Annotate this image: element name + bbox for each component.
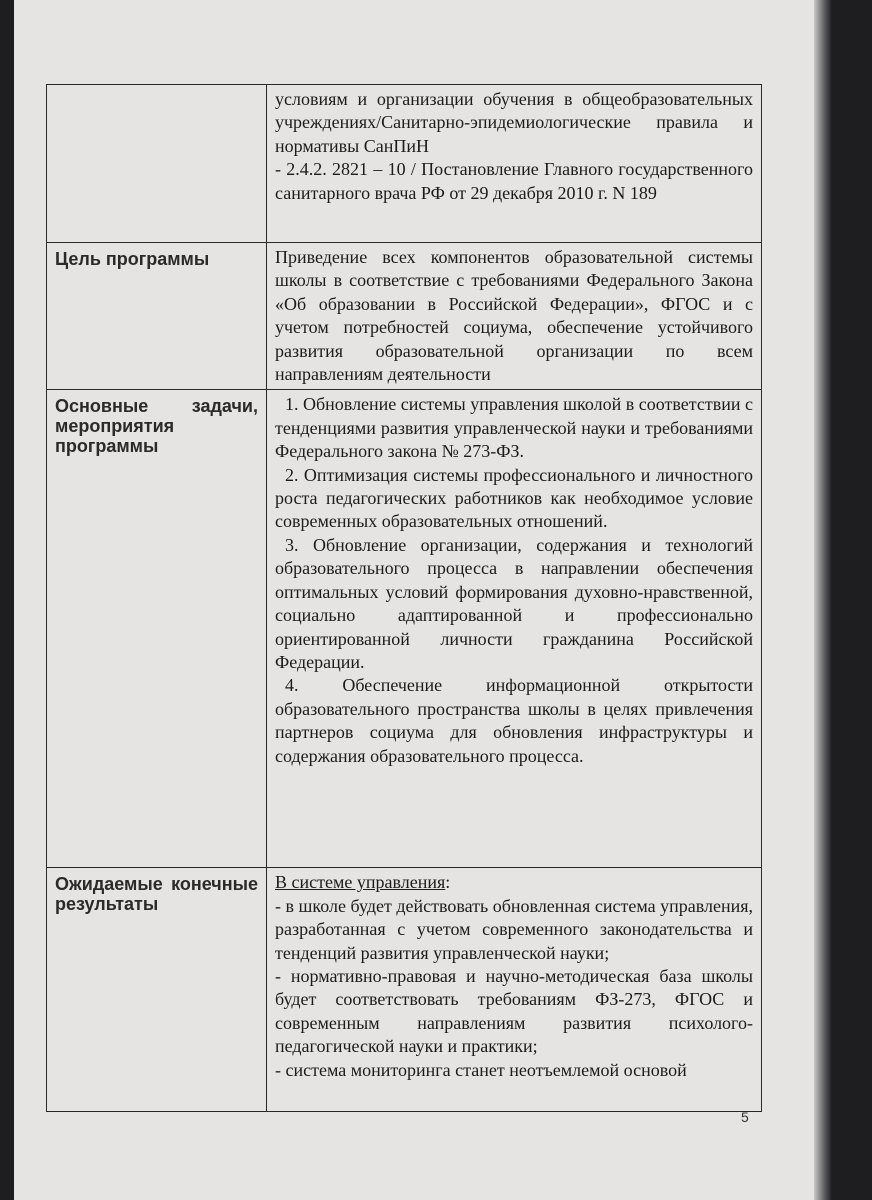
- table-row: [47, 85, 762, 243]
- task-item: 3. Обновление организации, содержания и технологий образовательного процесса в направлении обеспечения оптимальных условий формирования духовно-нравственной, социально адаптированной и профессионально ориентированной личности гражданина Российской Федерации.: [275, 534, 753, 672]
- goal-label: Цель программы: [55, 249, 210, 269]
- row-label-cell: [47, 868, 267, 1112]
- result-item: - в школе будет действовать обновленная система управления, разработанная с учетом современного законодательства и тенденций развития управленческой науки;: [275, 895, 753, 963]
- result-item: - нормативно-правовая и научно-методическая база школы будет соответствовать требованиям ФЗ-273, ФГОС и современным направлениям развития психолого-педагогической науки и практики;: [275, 966, 753, 1057]
- tasks-label: Основные задачи, мероприятия программы: [55, 396, 258, 457]
- results-heading: В системе управления:: [275, 872, 451, 893]
- sanpin-decree-text: - 2.4.2. 2821 – 10 / Постановление Главного государственного санитарного врача РФ от 29 декабря 2010 г. N 189: [275, 159, 753, 203]
- task-item: 4. Обеспечение информационной открытости образовательного пространства школы в целях привлечения партнеров социума для обновления инфраструктуры и содержания образовательного процесса.: [275, 675, 753, 766]
- results-content: [267, 868, 762, 1112]
- row-label-cell: [47, 390, 267, 868]
- result-item: - система мониторинга станет неотъемлемой основой: [275, 1059, 687, 1080]
- norms-text: условиям и организации обучения в общеобразовательных учреждениях/Санитарно-эпидемиологические правила и нормативы СанПиН: [275, 89, 753, 156]
- row-content-cell: [267, 85, 762, 243]
- page-edge-shadow: [814, 0, 832, 1200]
- goal-content: Приведение всех компонентов образовательной системы школы в соответствие с требованиями Федерального Закона «Об образовании в Российской Федерации», ФГОС и с учетом потребностей социума, обеспечение устойчивого развития образовательной организации по всем направлениям деятельности: [267, 243, 762, 390]
- table-row: [47, 243, 762, 390]
- tasks-content: [267, 390, 762, 868]
- page-number: 5: [741, 1109, 749, 1125]
- task-item: 1. Обновление системы управления школой в соответствии с тенденциями развития управленческой науки и требованиями Федерального закона № 273-ФЗ.: [275, 394, 753, 462]
- table-row: [47, 868, 762, 1112]
- row-label-cell: [47, 85, 267, 243]
- table-row: [47, 390, 762, 868]
- task-item: 2. Оптимизация системы профессионального и личностного роста педагогических работников как необходимое условие современных образовательных отношений.: [275, 464, 753, 532]
- row-label-cell: [47, 243, 267, 390]
- program-passport-table: [46, 84, 762, 1112]
- results-label: Ожидаемые конечные результаты: [55, 874, 258, 915]
